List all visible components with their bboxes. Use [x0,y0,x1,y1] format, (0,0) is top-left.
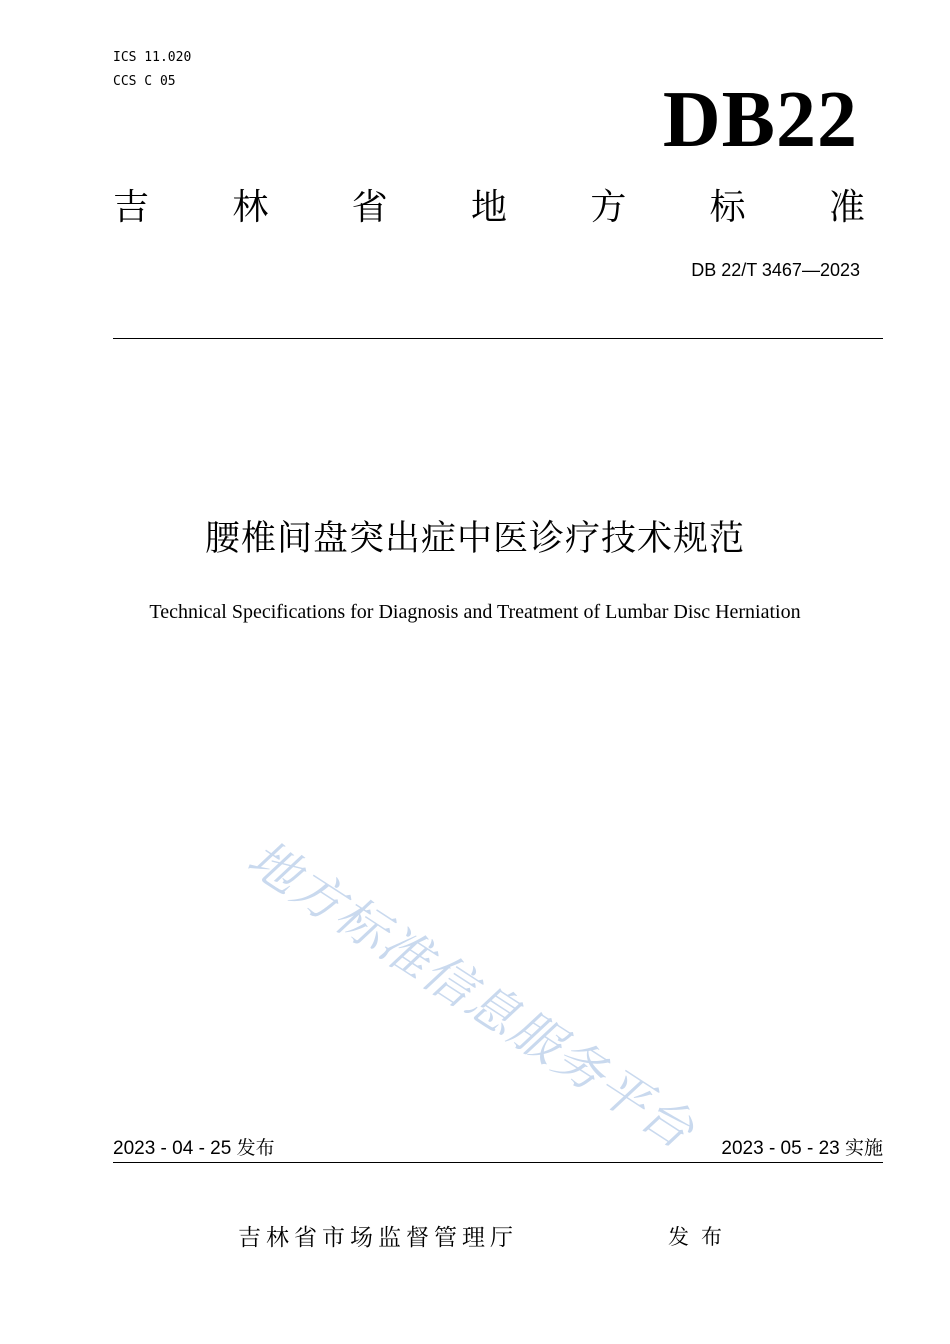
issuing-authority: 吉林省市场监督管理厅 [238,1225,518,1251]
db-code-logo: DB22 [662,76,858,164]
publish-date: 2023 - 04 - 25 发布 [113,1138,275,1159]
ccs-code: CCS C 05 [113,74,176,89]
standard-number: DB 22/T 3467—2023 [691,260,860,280]
standard-type-char: 林 [232,187,269,228]
standard-type-char: 标 [709,187,746,228]
standard-type-char: 准 [828,187,865,228]
title-chinese [0,514,950,564]
standard-type-char: 吉 [113,187,150,228]
issue-label: 发布 [668,1225,734,1249]
top-divider [113,338,883,339]
ics-code: ICS 11.020 [113,50,192,65]
implementation-date: 2023 - 05 - 23 实施 [721,1138,883,1159]
standard-type-char: 地 [470,187,507,228]
title-english: Technical Specifications for Diagnosis and Treatment of Lumbar Disc Herniation [149,601,801,623]
standard-type-char: 省 [351,187,388,228]
standard-type-char: 方 [590,187,627,228]
standard-type-heading [113,184,865,232]
bottom-divider [113,1162,883,1163]
watermark-text: 地方标准信息服务平台 [237,828,706,1161]
title-chinese-text: 腰椎间盘突出症中医诊疗技术规范 [204,519,745,559]
